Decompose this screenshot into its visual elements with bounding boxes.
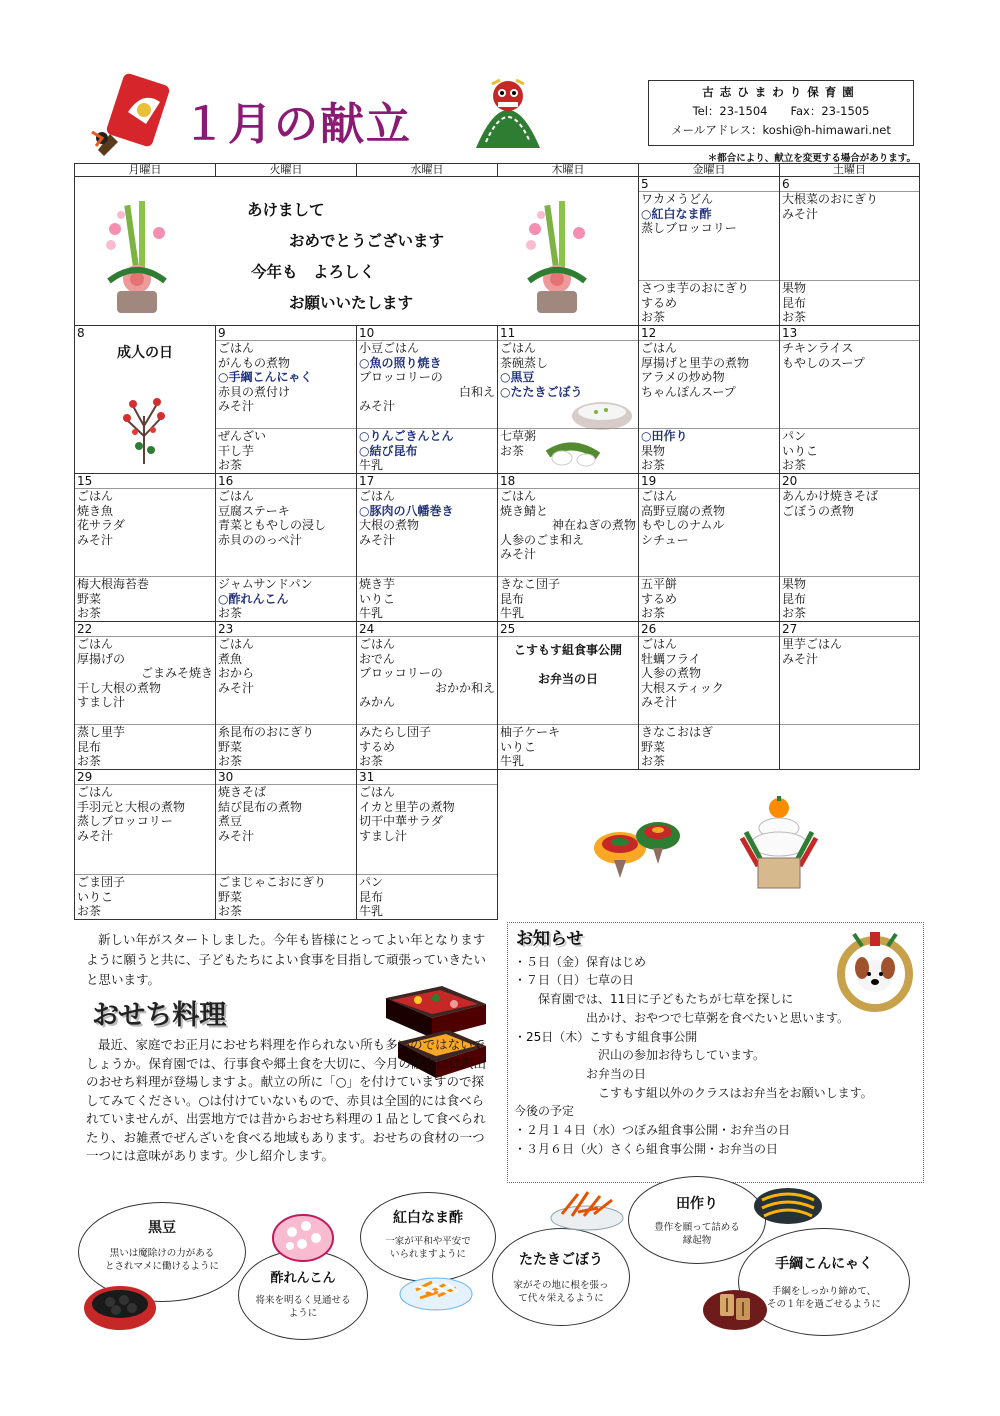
menu-item: ごはん [500,341,537,355]
snack-item: いりこ [782,443,819,458]
menu-item: チキンライス [782,341,854,355]
food-desc: 豊作を願って詰める [654,1222,740,1233]
food-name: 紅白なま酢 [393,1210,463,1226]
snack-item-osechi: ○田作り [641,429,688,444]
snack-item: 果物 [782,281,807,296]
day-number: 24 [357,622,497,637]
menu-item: 里芋ごはん [782,637,843,651]
menu-item: ごはん [359,785,396,799]
event-label: こすもす組食事公開 [513,643,622,657]
school-phone-fax [649,102,913,121]
kagami-mochi-illustration [736,796,822,896]
menu-item: イカと里芋の煮物 [359,799,455,814]
shishimai-lion-illustration [466,72,550,152]
snack-item: きなこ団子 [500,577,561,592]
greeting-line-1: あけまして [247,201,325,219]
school-fax: Fax：23-1505 [790,104,870,118]
snack-section [216,428,356,473]
snack-section [216,724,356,769]
menu-item: 大根スティック [641,680,724,695]
day-cell-8 [74,325,216,474]
menu-item: 焼き魚 [77,503,114,518]
menu-item-osechi: ○魚の照り焼き [359,355,442,370]
menu-item: ごはん [641,489,678,503]
menu-item: 切干中華サラダ [359,814,443,829]
snack-item: お茶 [782,310,807,325]
snack-section [780,428,919,473]
snack-item: 昆布 [359,889,384,904]
day-number: 26 [639,622,779,637]
menu-item: ワカメうどん [641,192,714,206]
menu-item: ごはん [77,785,114,799]
snack-section [498,724,638,769]
food-name: たたきごぼう [519,1252,603,1268]
menu-item: みそ汁 [641,695,678,710]
school-name: 古志ひまわり保育園 [702,85,860,99]
menu-item: みそ汁 [218,828,255,843]
weekday-header-sat: 土曜日 [779,163,920,177]
day-number: 16 [216,474,356,489]
announcement-line: ・５日（金）保育はじめ [514,954,647,969]
snack-item: 牛乳 [359,904,384,919]
menu-item: みそ汁 [218,399,255,414]
menu-item: アラメの炒め物 [641,370,725,385]
menu-item: 結び昆布の煮物 [218,799,303,814]
day-number: 25 [498,622,638,637]
food-name: 黒豆 [148,1220,176,1236]
snack-item: 昆布 [77,739,102,754]
snack-item: ごまじゃこおにぎり [218,875,327,890]
namasu-dish-illustration [398,1264,474,1314]
menu-item: おかか和え [434,680,495,695]
snack-section [357,874,497,919]
snack-item: 昆布 [500,591,525,606]
menu-item: 手羽元と大根の煮物 [77,799,186,814]
day-number: 31 [357,770,497,785]
change-notice: ＊都合により、献立を変更する場合があります。 [707,153,916,164]
menu-item: みそ汁 [500,547,537,562]
snack-item: みたらし団子 [359,725,432,740]
snack-item: するめ [641,295,678,310]
snack-item-osechi: ○結び昆布 [359,443,418,458]
day-cell-10 [356,325,498,474]
snack-item: パン [782,429,807,444]
holiday-label: 成人の日 [117,345,173,361]
snack-item: 果物 [641,443,666,458]
kinpira-gobo-illustration [548,1186,626,1232]
food-desc: 黒いは魔除けの力がある [109,1248,215,1259]
koma-spinning-tops-illustration [590,812,686,884]
snack-item: 野菜 [218,739,243,754]
menu-item: 人参のごま和え [500,532,585,547]
school-info-box [648,80,914,146]
menu-item: ごはん [500,489,537,503]
snack-item: お茶 [782,606,807,621]
food-meaning-tazukuri [628,1176,766,1264]
weekday-header-thu: 木曜日 [497,163,639,177]
snack-item: きなこおはぎ [641,725,714,740]
menu-item: ごはん [77,489,114,503]
menu-item-osechi: ○たたきごぼう [500,384,583,399]
day-cell-24 [356,621,498,770]
menu-item: みそ汁 [782,206,819,221]
snack-section [75,874,215,919]
tazuna-konnyaku-illustration [700,1278,770,1334]
snack-section [75,576,215,621]
day-number: 10 [357,326,497,341]
page-title: １月の献立 [182,99,412,150]
day-cell-27 [779,621,920,770]
day-cell-29 [74,769,216,920]
menu-item: みそ汁 [782,651,819,666]
menu-item: 花サラダ [77,518,125,533]
food-name: 田作り [676,1196,718,1212]
menu-item: ごはん [641,637,678,651]
snack-item: 柚子ケーキ [500,725,561,740]
day-number: 9 [216,326,356,341]
snack-item: お茶 [641,754,666,769]
food-desc: その１年を過ごせるように [766,1299,881,1310]
snack-item: 五平餅 [641,577,678,592]
day-number: 22 [75,622,215,637]
school-email: メールアドレス：koshi@h-himawari.net [671,123,891,137]
menu-item: ごはん [77,637,114,651]
menu-item: 小豆ごはん [359,341,420,355]
day-cell-6 [779,176,920,326]
menu-item: みかん [359,695,396,710]
osechi-text: 最近、家庭でお正月におせち料理を作られない所も多いのではないでしょうか。保育園では、行事食や郷土食を大切に、今月の献立には沢山のおせち料理が登場しますよ。献立の所に「○」を付けていますので探してみてください。○は付けていないもので、赤貝は全国的には食べられていませんが、出雲地方では昔からおせち料理の１品として食べられたり、お雑煮でぜんざいを食べる地域もあります。おせちの食材の一つ一つには意味があります。少し紹介します。 [86,1037,487,1163]
snack-item: お茶 [218,754,243,769]
weekday-header-wed: 水曜日 [356,163,498,177]
greeting-line-4: お願いいたします [289,294,414,312]
snack-item: 野菜 [77,591,102,606]
menu-item: ブロッコリーの [359,370,443,385]
menu-item: ごはん [218,637,255,651]
menu-item: 赤貝ののっぺ汁 [218,532,302,547]
day-cell-30 [215,769,357,920]
snack-section [216,576,356,621]
menu-item-osechi: ○手綱こんにゃく [218,370,313,385]
snack-item-osechi: ○酢れんこん [218,591,289,606]
snack-section [780,280,919,325]
menu-item: ごはん [359,637,396,651]
menu-item: 高野豆腐の煮物 [641,503,726,518]
menu-item: 蒸しブロッコリー [77,814,173,829]
day-cell-26 [638,621,780,770]
menu-item-osechi: ○豚肉の八幡巻き [359,503,454,518]
snack-section [780,724,919,769]
menu-item: 赤貝の煮付け [218,384,291,399]
menu-item: ごはん [641,341,678,355]
snack-item: 焼き芋 [359,577,396,592]
announcement-line: ・７日（日）七草の日 [514,973,635,988]
menu-item: ごまみそ焼き [140,666,213,681]
menu-item: 煮魚 [218,651,243,666]
day-cell-13 [779,325,920,474]
day-cell-22 [74,621,216,770]
snack-item: お茶 [218,904,243,919]
snack-item: 牛乳 [500,754,525,769]
snack-item: ごま団子 [77,875,126,890]
snack-item: お茶 [359,754,384,769]
snack-item: お茶 [782,458,807,473]
menu-item: ごぼうの煮物 [782,503,855,518]
snack-section [357,428,497,473]
menu-item: 神在ねぎの煮物 [551,518,636,533]
snack-item: 野菜 [218,889,243,904]
day-cell-12 [638,325,780,474]
food-desc: 家がその地に根を張っ [513,1280,609,1291]
day-number: 17 [357,474,497,489]
day-cell-23 [215,621,357,770]
snack-section [639,280,779,325]
menu-item: 蒸しブロッコリー [641,221,737,236]
menu-item: 干し大根の煮物 [77,680,162,695]
snack-item: お茶 [218,606,243,621]
snack-item: お茶 [77,606,102,621]
menu-item: あんかけ焼きそば [782,489,879,503]
day-number: 8 [77,326,85,340]
snack-item: 果物 [782,577,807,592]
menu-item-osechi: ○黒豆 [500,370,535,385]
snack-item: 七草粥 [500,429,537,444]
food-desc: いられますように [389,1249,466,1260]
kadomatsu-left-illustration [101,199,173,317]
snack-section [639,576,779,621]
greeting-line-3: 今年も よろしく [251,263,376,281]
menu-item: 人参の煮物 [641,666,702,681]
menu-item: 厚揚げの [77,651,126,666]
menu-item: みそ汁 [218,680,255,695]
menu-item: 大根の煮物 [359,518,420,533]
weekday-header-tue: 火曜日 [215,163,357,177]
food-desc: 縁起物 [682,1235,712,1246]
menu-item: 青菜ともやしの浸し [218,518,327,533]
menu-item: シチュー [641,532,689,547]
day-cell-31 [356,769,498,920]
snack-section [216,874,356,919]
intro-text: 新しい年がスタートしました。今年も皆様にとってよい年となりますように願うと共に、子どもたちによい食事を目指して頑張っていきたいと思います。 [86,932,487,987]
menu-item: おから [218,666,255,681]
menu-item: ごはん [359,489,396,503]
menu-item: がんもの煮物 [218,355,291,370]
snack-item: 昆布 [782,591,807,606]
food-name: 手綱こんにゃく [775,1256,873,1272]
menu-item: ごはん [218,341,255,355]
announcement-line: お弁当の日 [514,1066,647,1081]
snack-item-osechi: ○りんごきんとん [359,429,454,444]
day-cell-5 [638,176,780,326]
snack-item: 糸昆布のおにぎり [218,725,315,740]
day-number: 30 [216,770,356,785]
snack-item: お茶 [77,754,102,769]
snack-item: お茶 [641,458,666,473]
announcement-line: ・３月６日（火）さくら組食事公開・お弁当の日 [514,1141,779,1156]
menu-item: すまし汁 [77,695,126,710]
snack-item: いりこ [359,591,396,606]
snack-item: いりこ [77,889,114,904]
day-cell-19 [638,473,780,622]
menu-item: 白和え [458,384,495,399]
snack-item: するめ [641,591,678,606]
food-name: 酢れんこん [270,1271,336,1286]
menu-item: もやしのナムル [641,518,725,533]
snack-item: 牛乳 [359,458,384,473]
food-desc: とされマメに働けるように [104,1261,219,1272]
snack-item: いりこ [500,739,537,754]
snack-item: 蒸し里芋 [77,725,126,740]
food-meaning-tataki-gobo [492,1228,630,1326]
snack-section [498,576,638,621]
announcement-line: ・２月１４日（水）つぼみ組食事公開・お弁当の日 [514,1123,791,1138]
renkon-illustration [270,1212,336,1264]
menu-item: みそ汁 [359,532,396,547]
snack-item: お茶 [641,310,666,325]
day-cell-16 [215,473,357,622]
menu-item: みそ汁 [77,828,114,843]
snack-item: 昆布 [782,295,807,310]
snack-item: 干し芋 [218,443,255,458]
snack-item: さつま芋のおにぎり [641,281,750,296]
snack-section [780,576,919,621]
menu-item: ブロッコリーの [359,666,443,681]
announcements-title: お知らせ [516,929,584,949]
snack-section [357,724,497,769]
day-number: 29 [75,770,215,785]
snack-section [639,428,779,473]
tazukuri-fish-illustration [752,1178,824,1228]
menu-item: すまし汁 [359,828,408,843]
day-cell-9 [215,325,357,474]
day-number: 11 [498,326,638,341]
food-desc: て代々栄えるように [518,1293,604,1304]
kuromame-bowl-illustration [82,1282,158,1338]
event-bento-label: お弁当の日 [537,671,598,686]
food-desc: ように [288,1308,318,1319]
menu-item: 大根菜のおにぎり [782,192,879,206]
announcement-line: 今後の予定 [514,1104,575,1119]
menu-item: ちゃんぽんスープ [641,384,736,399]
menu-item: 茶碗蒸し [500,355,549,370]
menu-item: もやしのスープ [782,355,865,370]
menu-item: おでん [359,651,395,666]
menu-item: ごはん [218,489,255,503]
weekday-header-fri: 金曜日 [638,163,780,177]
day-number: 6 [780,177,919,192]
snack-item: お茶 [641,606,666,621]
new-year-greeting-cell [74,176,639,326]
day-number: 15 [75,474,215,489]
snack-section [639,724,779,769]
announcement-line: ・25日（木）こすもす組食事公開 [514,1029,698,1044]
day-cell-11 [497,325,639,474]
menu-item: 厚揚げと里芋の煮物 [641,355,750,370]
day-cell-15 [74,473,216,622]
menu-item-osechi: ○紅白なま酢 [641,206,712,221]
announcement-line: こすもす組以外のクラスはお弁当をお願いします。 [514,1085,873,1100]
greeting-line-2: おめでとうございます [289,232,445,250]
snack-item: 牛乳 [359,606,384,621]
snack-item: ぜんざい [218,429,267,444]
snack-item: するめ [359,739,396,754]
day-cell-25 [497,621,639,770]
snack-section [75,724,215,769]
day-number: 13 [780,326,919,341]
snack-item: お茶 [218,458,243,473]
snack-item: お茶 [500,443,525,458]
snack-item: パン [359,875,384,890]
snack-section [357,576,497,621]
osechi-heading: おせち料理 [92,1000,227,1031]
day-cell-20 [779,473,920,622]
osechi-paragraph [86,1036,486,1166]
hagoita-fan-illustration [88,72,170,158]
day-number: 18 [498,474,638,489]
food-desc: 手綱をしっかり締めて、 [771,1286,877,1297]
announcement-line: 出かけ、おやつで七草粥を食べたいと思います。 [514,1010,850,1025]
day-number: 20 [780,474,919,489]
nanten-plant-illustration [113,396,175,466]
menu-item: みそ汁 [359,399,396,414]
announcement-line: 保育園では、11日に子どもたちが七草を探しに [514,992,794,1007]
day-number: 23 [216,622,356,637]
snack-item: 梅大根海苔巻 [77,577,150,592]
snack-item: ジャムサンドパン [218,577,313,592]
menu-item: 豆腐ステーキ [218,503,290,518]
menu-item: 焼き鯖と [500,503,549,518]
menu-item: 煮豆 [218,814,243,829]
kadomatsu-right-illustration [521,199,593,317]
day-number: 12 [639,326,779,341]
school-tel: Tel：23-1504 [692,104,768,118]
snack-item: 牛乳 [500,606,525,621]
announcement-line: 沢山の参加お待ちしています。 [514,1048,766,1063]
menu-item: 牡蠣フライ [641,651,701,666]
snack-item: お茶 [77,904,102,919]
menu-item: みそ汁 [77,532,114,547]
day-number: 19 [639,474,779,489]
day-number: 5 [639,177,779,192]
food-desc: 将来を明るく見通せる [255,1295,351,1306]
menu-item: 焼きそば [218,785,267,799]
day-cell-17 [356,473,498,622]
food-desc: 一家が平和や平安で [385,1236,471,1247]
shimenawa-dog-illustration [832,928,918,1014]
day-cell-18 [497,473,639,622]
day-number: 27 [780,622,919,637]
snack-item: 野菜 [641,739,666,754]
snack-section [498,428,638,473]
weekday-header-mon: 月曜日 [74,163,216,177]
